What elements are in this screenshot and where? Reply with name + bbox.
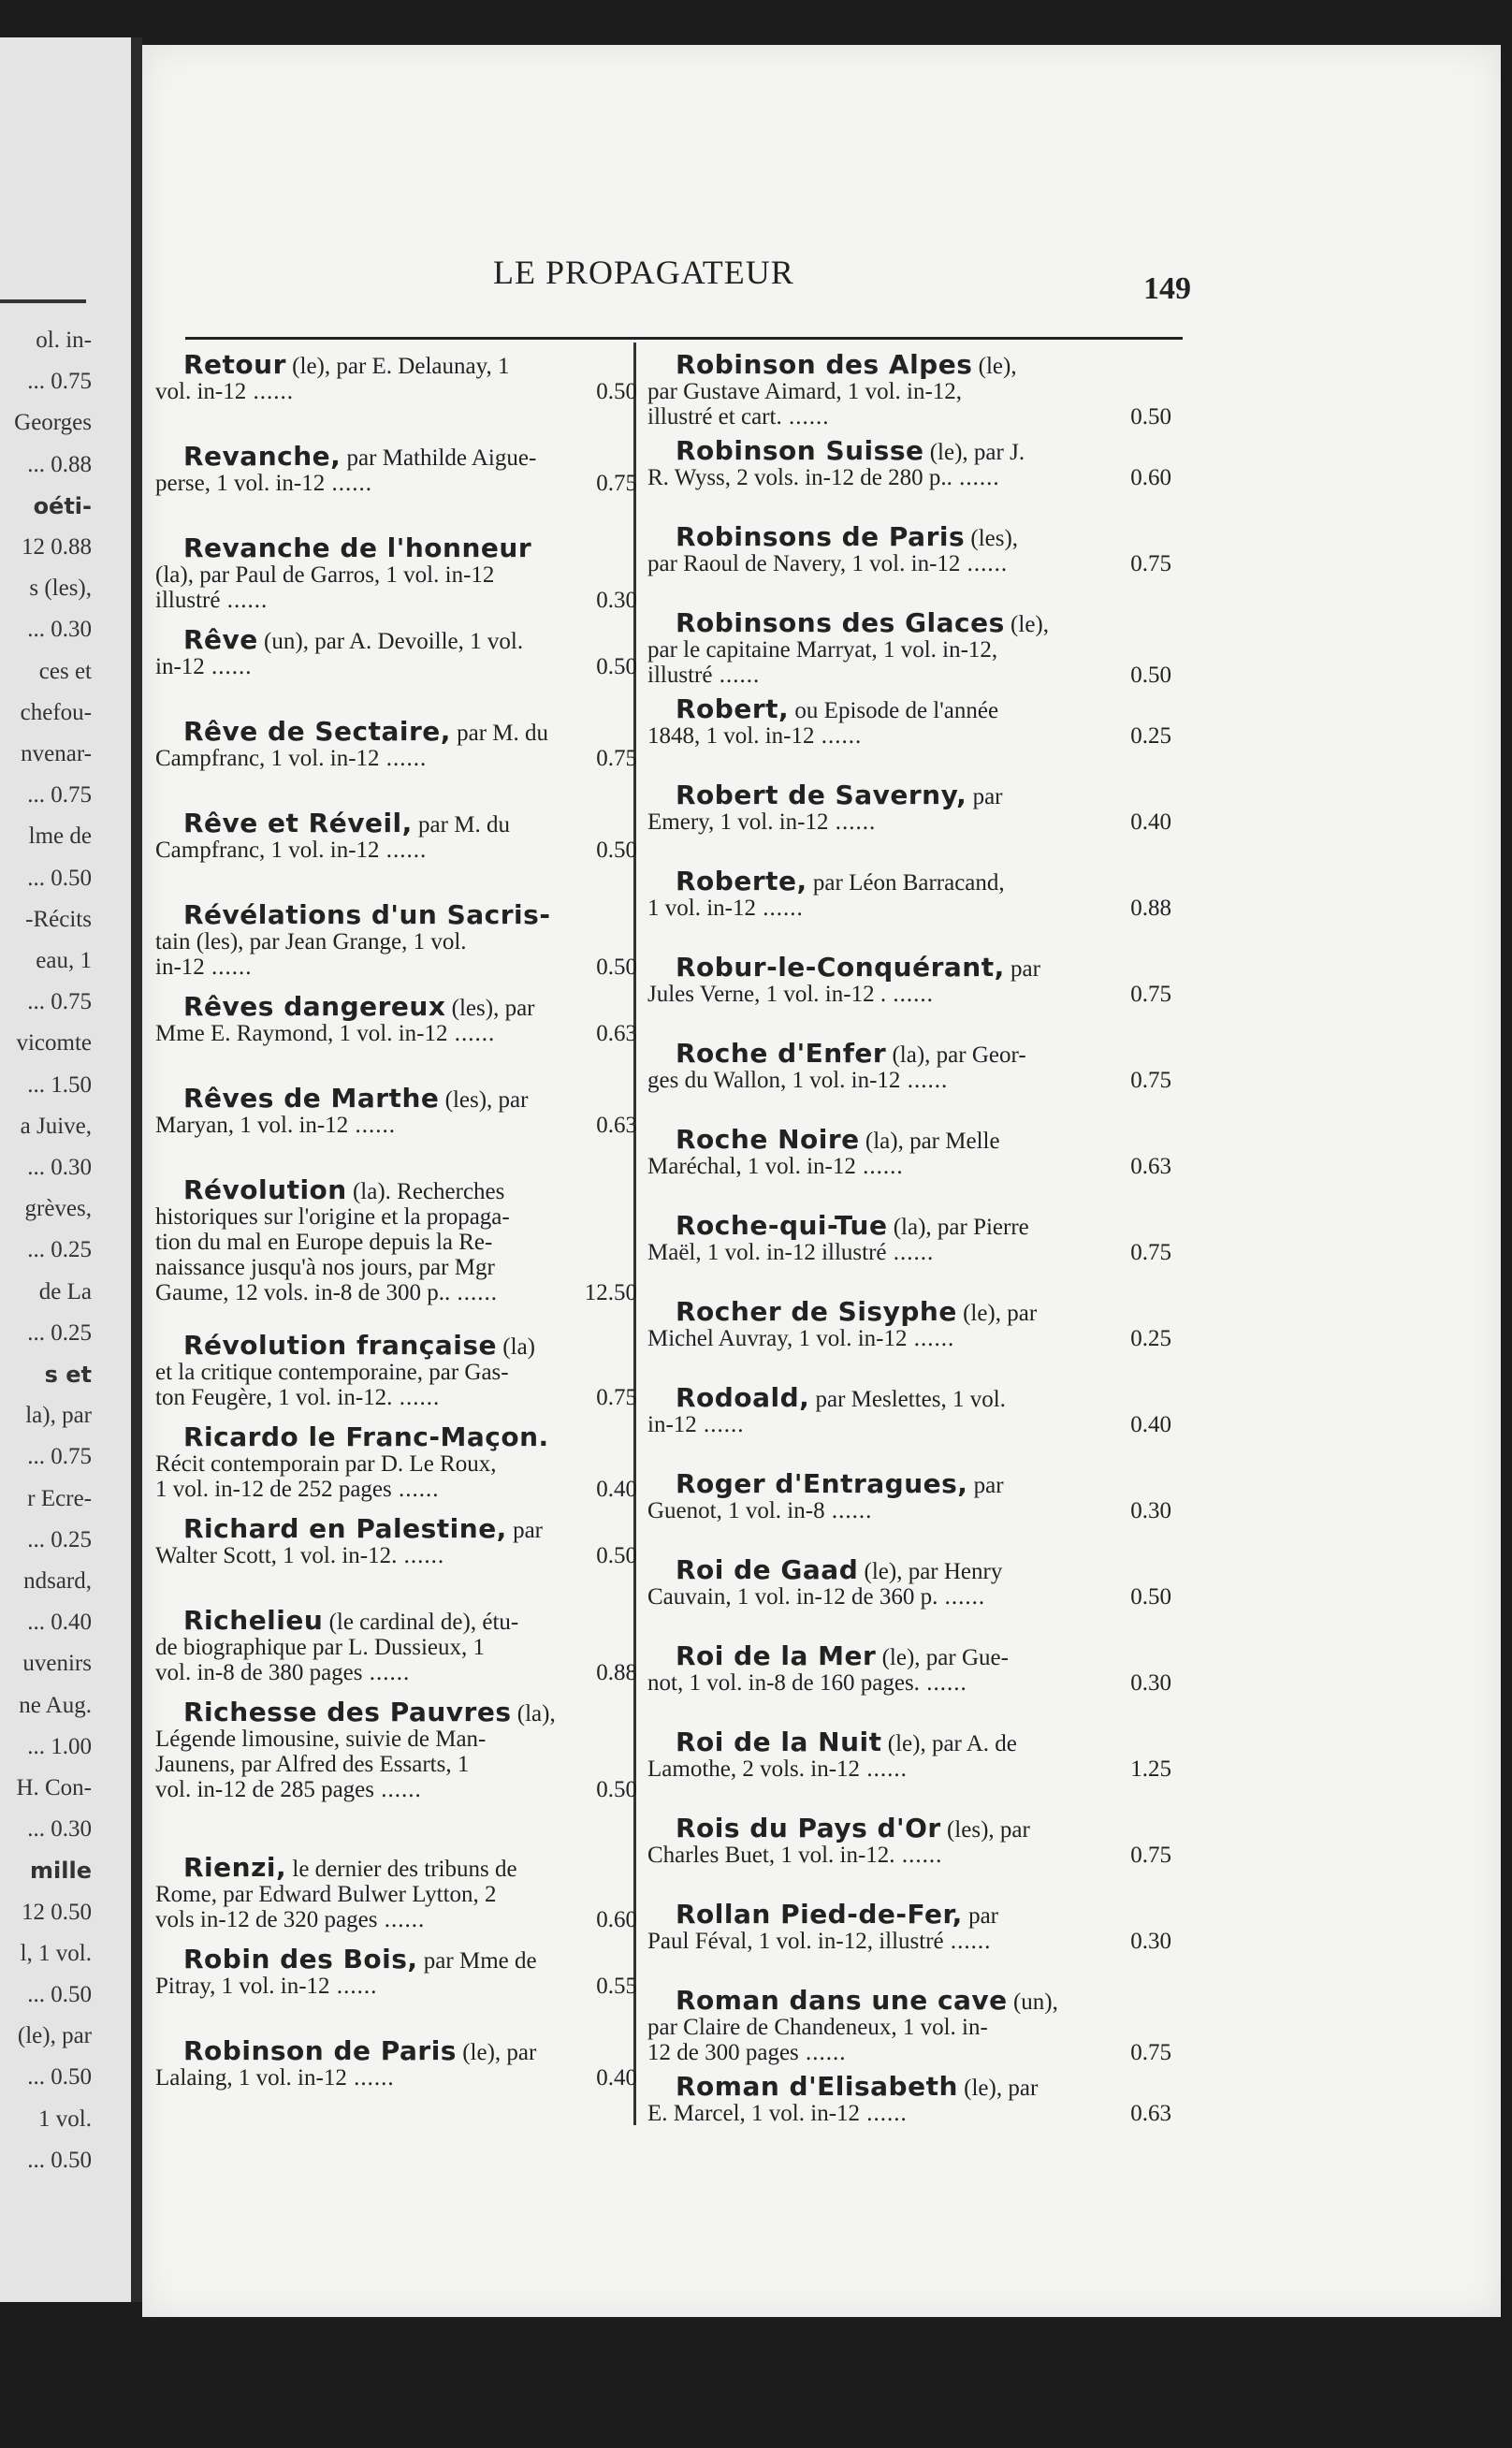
left-page-fragment: a Juive, <box>20 1113 92 1139</box>
left-page-fragment: chefou- <box>20 699 92 725</box>
left-page-fragment: (le), par <box>17 2023 92 2049</box>
entry-text: (le), par Gue- <box>876 1645 1009 1670</box>
entry-text: illustré <box>155 588 221 613</box>
leader-dots: ...... <box>919 1670 967 1696</box>
leader-dots: ...... <box>886 1240 935 1265</box>
left-page-fragment: l, 1 vol. <box>20 1940 92 1966</box>
catalog-entry <box>155 1513 637 1608</box>
right-page <box>142 45 1501 2317</box>
entry-text: par <box>967 1473 1004 1498</box>
catalog-entry <box>647 782 1171 868</box>
leader-dots: ...... <box>329 1974 378 1999</box>
catalog-entry <box>647 1038 1171 1127</box>
entry-text: Emery, 1 vol. in-12 <box>647 809 829 835</box>
leader-dots: ...... <box>397 1543 445 1568</box>
left-page-fragment: de La <box>38 1278 92 1304</box>
catalog-entry <box>647 1554 1171 1643</box>
entry-text: (le), par E. Delaunay, 1 <box>285 354 510 379</box>
entry-text: par Gustave Aimard, 1 vol. in-12, <box>647 379 963 404</box>
entry-price: 0.40 <box>1130 1412 1171 1437</box>
leader-dots: ...... <box>204 954 253 980</box>
entry-price: 0.75 <box>1130 982 1171 1007</box>
entry-text: tain (les), par Jean Grange, 1 vol. <box>155 929 467 954</box>
leader-dots: ...... <box>943 1929 992 1954</box>
catalog-entry <box>647 521 1171 610</box>
leader-dots: ...... <box>325 471 372 496</box>
entry-text: (le cardinal de), étu- <box>323 1610 519 1635</box>
entry-title: Rêve et Réveil, <box>183 808 413 838</box>
left-page-fragment: ... 0.50 <box>27 2147 92 2173</box>
catalog-entry <box>647 349 1171 438</box>
entry-text: E. Marcel, 1 vol. in-12 <box>647 2101 861 2126</box>
catalog-entry <box>647 1382 1171 1471</box>
entry-text: par M. du <box>412 812 510 838</box>
entry-text: Jules Verne, 1 vol. in-12 . <box>647 982 887 1007</box>
leader-dots: ...... <box>379 746 428 771</box>
entry-price: 1.25 <box>1130 1756 1171 1782</box>
entry-price: 0.60 <box>1130 465 1171 490</box>
entry-text: par M. du <box>450 721 549 746</box>
catalog-entry <box>647 954 1171 1041</box>
entry-title: Rêves dangereux <box>183 991 446 1022</box>
leader-dots: ...... <box>712 663 761 688</box>
left-page-fragment: nvenar- <box>21 741 92 766</box>
entry-title: Robur-le-Conquérant, <box>676 952 1005 983</box>
left-page-fragment: ... 0.75 <box>27 369 92 395</box>
entry-text: Guenot, 1 vol. in-8 <box>647 1498 825 1523</box>
entry-price: 0.30 <box>1130 1929 1171 1954</box>
running-title: LE PROPAGATEUR <box>493 254 794 291</box>
left-page-fragment: 12 0.88 <box>22 534 92 560</box>
entry-text: par Claire de Chandeneux, 1 vol. in- <box>647 2015 988 2040</box>
entry-text: ges du Wallon, 1 vol. in-12 <box>647 1068 901 1093</box>
left-page-fragment: ... 0.75 <box>27 1444 92 1470</box>
entry-text: (la), <box>511 1701 556 1727</box>
header-rule <box>185 337 1183 340</box>
left-page-fragment: s et <box>44 1362 92 1388</box>
entry-title: Robinson des Alpes <box>676 349 973 380</box>
entry-price: 0.75 <box>1130 1068 1171 1093</box>
left-page-fragment: -Récits <box>25 906 92 932</box>
leader-dots: ...... <box>886 982 934 1007</box>
entry-price: 0.63 <box>1130 2101 1171 2126</box>
entry-price: 0.75 <box>1130 551 1171 576</box>
entry-text: et la critique contemporaine, par Gas- <box>155 1360 509 1385</box>
leader-dots: ...... <box>798 2040 847 2065</box>
catalog-entry <box>647 868 1171 954</box>
entry-title: Richard en Palestine, <box>183 1513 507 1544</box>
entry-title: Rêves de Marthe <box>183 1083 440 1114</box>
entry-price: 0.40 <box>1130 809 1171 835</box>
entry-text: (le), par A. de <box>881 1731 1017 1756</box>
left-page-fragment: ... 0.88 <box>27 451 92 477</box>
leader-dots: ...... <box>373 1777 422 1802</box>
left-page-fragment: ... 0.75 <box>27 989 92 1015</box>
entry-text: par <box>967 784 1003 809</box>
left-page-fragment: la), par <box>25 1403 92 1429</box>
left-page-fragment: ... 0.30 <box>27 1816 92 1843</box>
catalog-entry <box>155 1421 637 1516</box>
left-page-fragment: ces et <box>38 658 92 684</box>
left-page-fragment: ... 0.25 <box>27 1237 92 1263</box>
entry-text: illustré et cart. <box>647 404 782 430</box>
entry-text: naissance jusqu'à nos jours, par Mgr <box>155 1255 495 1280</box>
entry-text: (la), par Geor- <box>886 1042 1026 1068</box>
entry-price: 0.75 <box>1130 1240 1171 1265</box>
entry-title: Retour <box>183 349 286 380</box>
left-page-fragment: grèves, <box>24 1196 92 1222</box>
entry-text: par Raoul de Navery, 1 vol. in-12 <box>647 551 961 576</box>
entry-title: Roi de la Mer <box>676 1640 877 1671</box>
leader-dots: ...... <box>860 1756 908 1782</box>
left-page-fragment: ... 0.50 <box>27 2064 92 2091</box>
left-page-fragment: uvenirs <box>22 1651 92 1677</box>
catalog-entry <box>155 899 637 994</box>
entry-title: Roi de la Nuit <box>676 1727 882 1757</box>
entry-title: Roman d'Elisabeth <box>676 2071 958 2102</box>
entry-price: 0.50 <box>596 1543 637 1568</box>
entry-price: 0.88 <box>1130 896 1171 921</box>
entry-text: (le), <box>1004 612 1049 637</box>
entry-text: (la). Recherches <box>346 1179 505 1204</box>
entry-title: Rocher de Sisyphe <box>676 1296 957 1327</box>
leader-dots: ...... <box>900 1068 949 1093</box>
leader-dots: ...... <box>938 1584 986 1610</box>
entry-text: perse, 1 vol. in-12 <box>155 471 326 496</box>
entry-title: Robin des Bois, <box>183 1944 418 1974</box>
entry-price: 0.40 <box>596 1477 637 1502</box>
entry-title: Révolution française <box>183 1330 498 1361</box>
catalog-entry <box>155 624 637 719</box>
entry-text: illustré <box>647 663 713 688</box>
leader-dots: ...... <box>246 379 294 404</box>
entry-title: Roger d'Entragues, <box>676 1468 968 1499</box>
entry-title: Révélations d'un Sacris- <box>183 899 551 930</box>
entry-price: 0.25 <box>1130 1326 1171 1351</box>
entry-title: Rois du Pays d'Or <box>676 1813 941 1843</box>
entry-text: (le), <box>972 354 1017 379</box>
entry-text: (la), par Melle <box>859 1129 1000 1154</box>
leader-dots: ...... <box>348 1113 396 1138</box>
entry-title: Richesse des Pauvres <box>183 1697 512 1727</box>
entry-text: par Meslettes, 1 vol. <box>809 1387 1006 1412</box>
leader-dots: ...... <box>450 1280 498 1305</box>
entry-text: Récit contemporain par D. Le Roux, <box>155 1451 497 1477</box>
entry-text: 1 vol. in-12 <box>647 896 756 921</box>
entry-text: in-12 <box>155 654 205 679</box>
entry-text: 12 de 300 pages <box>647 2040 799 2065</box>
entry-price: 0.63 <box>596 1113 637 1138</box>
left-page-fragment: ... 0.25 <box>27 1319 92 1346</box>
catalog-entry <box>155 532 637 627</box>
entry-text: (le), par <box>456 2040 537 2065</box>
entry-text: par le capitaine Marryat, 1 vol. in-12, <box>647 637 998 663</box>
entry-text: historiques sur l'origine et la propaga- <box>155 1204 510 1230</box>
left-page-fragment: ndsard, <box>23 1568 92 1594</box>
left-page-fragment: ... 0.50 <box>27 1982 92 2007</box>
entry-text: Michel Auvray, 1 vol. in-12 <box>647 1326 908 1351</box>
entry-text: tion du mal en Europe depuis la Re- <box>155 1230 493 1255</box>
entry-text: (le), par Henry <box>858 1559 1003 1584</box>
entry-text: ton Feugère, 1 vol. in-12. <box>155 1385 393 1410</box>
entry-title: Rodoald, <box>676 1382 810 1413</box>
catalog-entry <box>155 991 637 1086</box>
entry-text: Cauvain, 1 vol. in-12 de 360 p. <box>647 1584 938 1610</box>
entry-text: (la), par Pierre <box>887 1215 1029 1240</box>
catalog-entry <box>647 1985 1171 2074</box>
entry-text: (les), par <box>940 1817 1030 1843</box>
left-page-edge <box>0 37 131 2302</box>
entry-title: Revanche, <box>183 441 342 472</box>
book-gutter <box>131 37 142 2302</box>
catalog-column-right <box>647 349 1171 2160</box>
entry-text: (la) <box>497 1334 535 1360</box>
entry-text: (le), par J. <box>923 440 1025 465</box>
entry-text: Maël, 1 vol. in-12 illustré <box>647 1240 887 1265</box>
entry-title: Roman dans une cave <box>676 1985 1008 2016</box>
catalog-entry <box>155 1852 637 1946</box>
left-page-fragment: r Ecre- <box>27 1485 92 1511</box>
entry-text: Mme E. Raymond, 1 vol. in-12 <box>155 1021 448 1046</box>
entry-text: Campfranc, 1 vol. in-12 <box>155 746 380 771</box>
leader-dots: ...... <box>855 1154 904 1179</box>
catalog-column-left <box>155 349 637 2130</box>
entry-title: Révolution <box>183 1174 347 1205</box>
catalog-entry <box>647 1296 1171 1385</box>
entry-price: 0.50 <box>596 1777 637 1802</box>
left-page-fragment: lme de <box>28 823 92 850</box>
catalog-entry <box>155 1330 637 1424</box>
leader-dots: ...... <box>781 404 830 430</box>
entry-title: Robinsons de Paris <box>676 521 966 552</box>
entry-price: 0.50 <box>596 954 637 980</box>
entry-price: 0.50 <box>1130 663 1171 688</box>
left-page-fragment: ... 0.50 <box>27 865 92 891</box>
entry-title: Robert de Saverny, <box>676 780 967 810</box>
catalog-entry <box>647 1468 1171 1557</box>
catalog-entry <box>155 716 637 810</box>
entry-title: Robert, <box>676 693 790 724</box>
left-page-fragment: mille <box>30 1858 92 1885</box>
entry-text: Pitray, 1 vol. in-12 <box>155 1974 330 1999</box>
entry-price: 0.88 <box>596 1660 637 1685</box>
catalog-entry <box>647 2071 1171 2160</box>
leader-dots: ...... <box>814 723 863 749</box>
entry-text: 1848, 1 vol. in-12 <box>647 723 815 749</box>
entry-price: 0.75 <box>596 746 637 771</box>
entry-title: Rollan Pied-de-Fer, <box>676 1899 963 1930</box>
entry-text: vols in-12 de 320 pages <box>155 1907 378 1932</box>
entry-price: 0.75 <box>1130 1843 1171 1868</box>
catalog-entry <box>647 1210 1171 1299</box>
entry-price: 0.50 <box>596 654 637 679</box>
left-page-fragment: ... 0.30 <box>27 617 92 643</box>
entry-text: Jaunens, par Alfred des Essarts, 1 <box>155 1752 470 1777</box>
catalog-entry <box>647 435 1171 524</box>
leader-dots: ...... <box>447 1021 496 1046</box>
entry-text: Rome, par Edward Bulwer Lytton, 2 <box>155 1882 497 1907</box>
entry-text: in-12 <box>647 1412 697 1437</box>
entry-price: 12.50 <box>584 1280 637 1305</box>
left-page-rule <box>0 299 86 303</box>
left-page-fragment: Georges <box>14 410 92 436</box>
left-page-fragment: ... 1.00 <box>27 1733 92 1759</box>
left-page-fragment: H. Con- <box>16 1775 92 1800</box>
entry-text: Maryan, 1 vol. in-12 <box>155 1113 349 1138</box>
left-page-fragment: ... 0.30 <box>27 1155 92 1180</box>
entry-text: (la), par Paul de Garros, 1 vol. in-12 <box>155 562 495 588</box>
entry-title: Robinson de Paris <box>183 2035 457 2066</box>
catalog-entry <box>155 349 637 444</box>
entry-title: Revanche de l'honneur <box>183 532 532 563</box>
entry-text: Paul Féval, 1 vol. in-12, illustré <box>647 1929 944 1954</box>
entry-title: Ricardo le Franc-Maçon. <box>183 1421 549 1452</box>
entry-price: 0.40 <box>596 2065 637 2091</box>
entry-title: Roche Noire <box>676 1124 860 1155</box>
entry-text: par Mme de <box>417 1948 537 1974</box>
entry-price: 0.75 <box>596 471 637 496</box>
entry-text: par <box>962 1903 998 1929</box>
leader-dots: ...... <box>828 809 877 835</box>
catalog-entry <box>647 607 1171 696</box>
entry-price: 0.75 <box>1130 2040 1171 2065</box>
catalog-entry <box>155 810 637 902</box>
entry-title: Roberte, <box>676 866 807 896</box>
entry-price: 0.50 <box>596 379 637 404</box>
leader-dots: ...... <box>346 2065 395 2091</box>
entry-text: not, 1 vol. in-8 de 160 pages. <box>647 1670 920 1696</box>
entry-title: Robinson Suisse <box>676 435 924 466</box>
entry-text: (un), <box>1007 1989 1058 2015</box>
entry-text: vol. in-12 <box>155 379 247 404</box>
leader-dots: ...... <box>204 654 253 679</box>
entry-text: par <box>1004 956 1040 982</box>
left-page-fragment: ol. in- <box>36 328 92 353</box>
entry-text: in-12 <box>155 954 205 980</box>
entry-text: Légende limousine, suivie de Man- <box>155 1727 487 1752</box>
left-page-fragment: 12 0.50 <box>22 1899 92 1925</box>
catalog-entry <box>647 1729 1171 1815</box>
entry-text: (le), par <box>956 1301 1038 1326</box>
entry-text: par Mathilde Aigue- <box>341 445 537 471</box>
left-page-fragment: ne Aug. <box>19 1692 92 1718</box>
entry-title: Rêve de Sectaire, <box>183 716 451 747</box>
left-page-fragment: ... 1.50 <box>27 1071 92 1098</box>
entry-text: par Léon Barracand, <box>807 870 1005 896</box>
entry-price: 0.75 <box>596 1385 637 1410</box>
leader-dots: ...... <box>860 2101 908 2126</box>
entry-text: de biographique par L. Dussieux, 1 <box>155 1635 486 1660</box>
catalog-entry <box>155 441 637 535</box>
catalog-entry <box>155 1946 637 2038</box>
entry-price: 0.30 <box>1130 1498 1171 1523</box>
entry-title: Roche d'Enfer <box>676 1038 887 1069</box>
left-page-fragment: eau, 1 <box>36 948 92 973</box>
leader-dots: ...... <box>755 896 804 921</box>
entry-price: 0.63 <box>596 1021 637 1046</box>
entry-price: 0.60 <box>596 1907 637 1932</box>
catalog-entry <box>647 1124 1171 1213</box>
entry-text: Campfranc, 1 vol. in-12 <box>155 838 380 863</box>
entry-title: Rêve <box>183 624 258 655</box>
entry-price: 0.63 <box>1130 1154 1171 1179</box>
catalog-entry <box>155 1699 637 1855</box>
entry-text: ou Episode de l'année <box>789 698 999 723</box>
entry-price: 0.25 <box>1130 723 1171 749</box>
catalog-entry <box>155 1605 637 1699</box>
entry-text: vol. in-8 de 380 pages <box>155 1660 363 1685</box>
entry-price: 0.50 <box>1130 1584 1171 1610</box>
left-page-fragment: ... 0.25 <box>27 1526 92 1552</box>
entry-price: 0.30 <box>1130 1670 1171 1696</box>
catalog-entry <box>155 2035 637 2130</box>
entry-title: Roche-qui-Tue <box>676 1210 888 1241</box>
leader-dots: ...... <box>952 465 1000 490</box>
entry-text: Walter Scott, 1 vol. in-12. <box>155 1543 398 1568</box>
entry-text: (les), par <box>439 1087 529 1113</box>
entry-text: 1 vol. in-12 de 252 pages <box>155 1477 392 1502</box>
leader-dots: ...... <box>907 1326 955 1351</box>
page-number: 149 <box>1143 271 1191 306</box>
left-page-fragment: ... 0.40 <box>27 1610 92 1636</box>
leader-dots: ...... <box>392 1385 441 1410</box>
leader-dots: ...... <box>391 1477 440 1502</box>
entry-text: par <box>506 1518 543 1543</box>
entry-text: (les), <box>965 526 1019 551</box>
catalog-entry <box>647 1640 1171 1729</box>
catalog-entry <box>647 1899 1171 1988</box>
entry-price: 0.50 <box>1130 404 1171 430</box>
left-page-fragment: ... 0.75 <box>27 782 92 809</box>
left-page-fragment: s (les), <box>29 576 92 602</box>
entry-price: 0.55 <box>596 1974 637 1999</box>
entry-text: le dernier des tribuns de <box>286 1857 517 1882</box>
leader-dots: ...... <box>824 1498 873 1523</box>
entry-text: (le), par <box>957 2076 1039 2101</box>
catalog-entry <box>155 1174 637 1333</box>
catalog-entry <box>647 1815 1171 1902</box>
entry-text: Lamothe, 2 vols. in-12 <box>647 1756 861 1782</box>
entry-text: Charles Buet, 1 vol. in-12. <box>647 1843 895 1868</box>
entry-text: vol. in-12 de 285 pages <box>155 1777 374 1802</box>
entry-text: Gaume, 12 vols. in-8 de 300 p.. <box>155 1280 451 1305</box>
leader-dots: ...... <box>379 838 428 863</box>
leader-dots: ...... <box>220 588 269 613</box>
entry-text: (les), par <box>445 996 535 1021</box>
left-page-fragment: oéti- <box>33 492 92 519</box>
left-page-fragment: vicomte <box>16 1030 92 1056</box>
catalog-entry <box>155 1083 637 1177</box>
leader-dots: ...... <box>960 551 1009 576</box>
entry-text: (un), par A. Devoille, 1 vol. <box>257 629 524 654</box>
entry-text: Lalaing, 1 vol. in-12 <box>155 2065 347 2091</box>
entry-price: 0.50 <box>596 838 637 863</box>
catalog-entry <box>647 693 1171 782</box>
left-page-fragment: 1 vol. <box>38 2106 92 2132</box>
entry-title: Robinsons des Glaces <box>676 607 1005 638</box>
leader-dots: ...... <box>696 1412 745 1437</box>
entry-title: Roi de Gaad <box>676 1554 859 1585</box>
entry-price: 0.30 <box>596 588 637 613</box>
entry-text: Maréchal, 1 vol. in-12 <box>647 1154 856 1179</box>
entry-title: Richelieu <box>183 1605 324 1636</box>
leader-dots: ...... <box>362 1660 411 1685</box>
leader-dots: ...... <box>377 1907 426 1932</box>
leader-dots: ...... <box>894 1843 943 1868</box>
entry-text: R. Wyss, 2 vols. in-12 de 280 p.. <box>647 465 952 490</box>
entry-title: Rienzi, <box>183 1852 287 1883</box>
